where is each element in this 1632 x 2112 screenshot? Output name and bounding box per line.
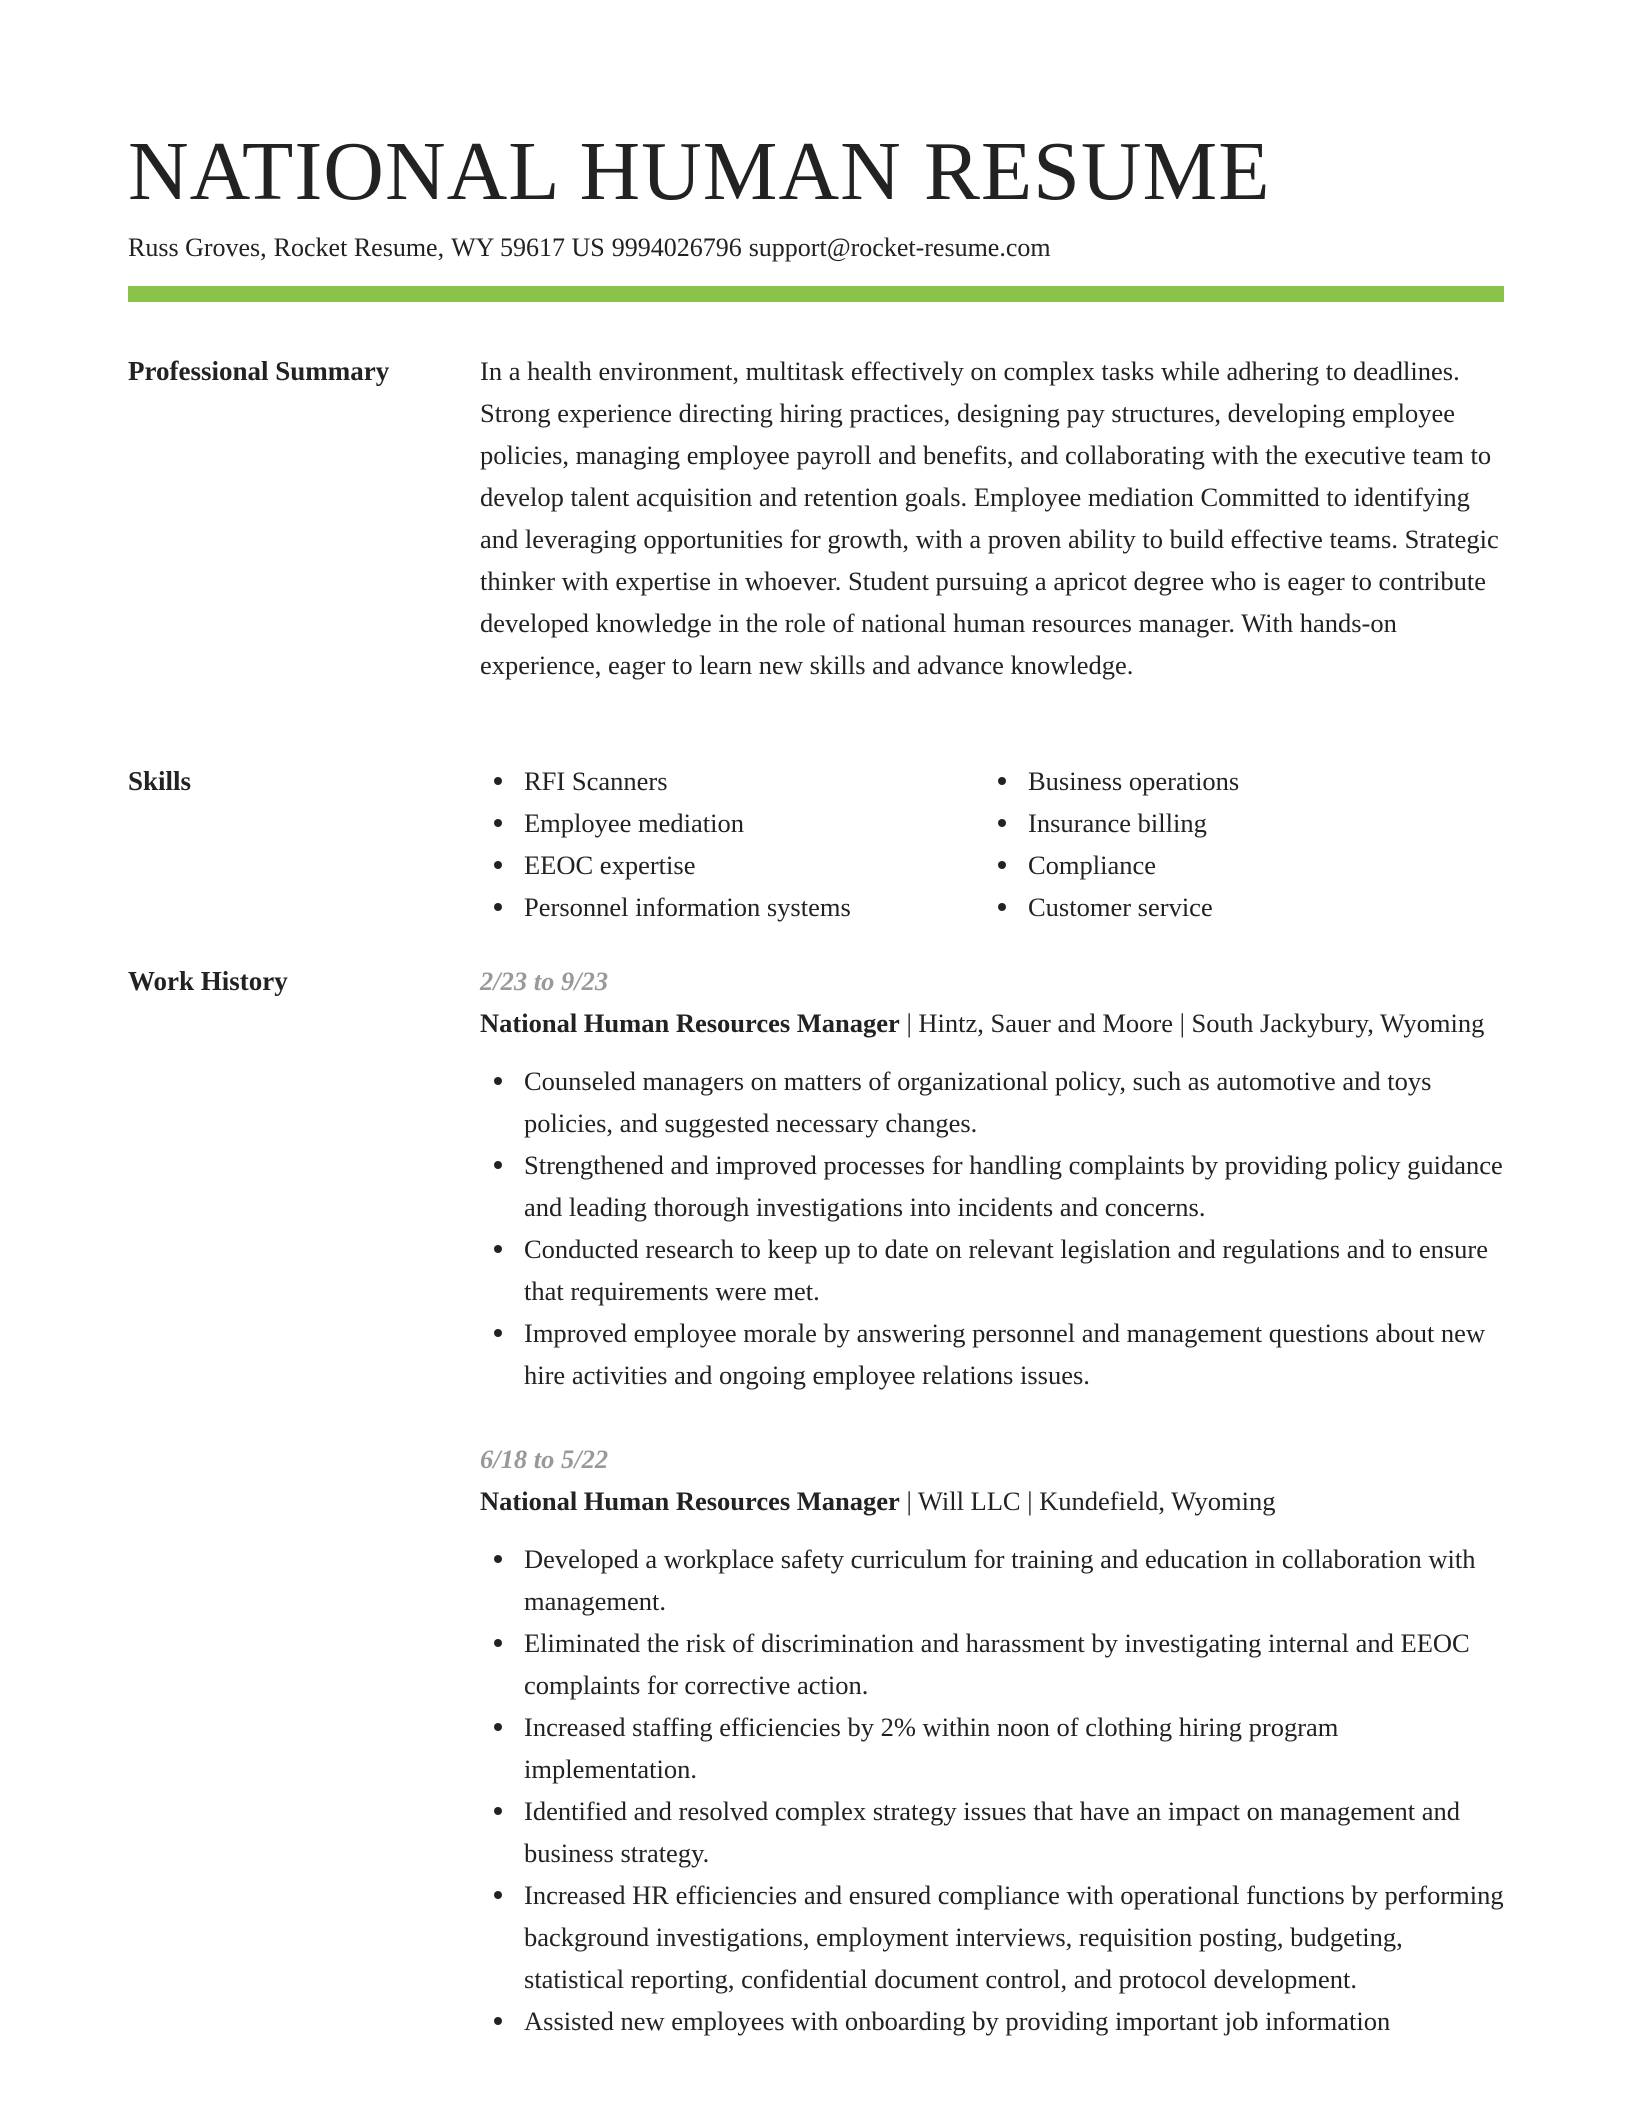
contact-line <box>128 230 1051 266</box>
job-bullet: Strengthened and improved processes for handling complaints by providing policy guidance and leading thorough investigations into incidents and concerns. <box>480 1144 1504 1228</box>
job-bullet: Eliminated the risk of discrimination and harassment by investigating internal and EEOC complaints for corrective action. <box>480 1622 1504 1706</box>
work-history-title: Work History <box>128 966 288 996</box>
job-bullet: Improved employee morale by answering personnel and management questions about new hire activities and ongoing employee relations issues. <box>480 1312 1504 1396</box>
job-bullets <box>480 1060 1504 1396</box>
skills-left-column <box>480 760 984 928</box>
skill-item: Business operations <box>984 760 1488 802</box>
job-entry <box>480 1438 1504 2042</box>
resume-name: NATIONAL HUMAN RESUME <box>128 125 1271 218</box>
skill-item: Employee mediation <box>480 802 984 844</box>
job-dates: 2/23 to 9/23 <box>480 966 609 996</box>
work-history-body <box>480 960 1504 2042</box>
job-bullets <box>480 1538 1504 2042</box>
job-title: National Human Resources Manager <box>480 1008 900 1038</box>
header-divider <box>128 286 1504 302</box>
contact-email: support@rocket-resume.com <box>748 233 1051 262</box>
job-bullet: Identified and resolved complex strategy issues that have an impact on management and business strategy. <box>480 1790 1504 1874</box>
job-bullet: Developed a workplace safety curriculum for training and education in collaboration with management. <box>480 1538 1504 1622</box>
job-spacer <box>480 1396 1504 1438</box>
job-bullet: Conducted research to keep up to date on relevant legislation and regulations and to ensure that requirements were met. <box>480 1228 1504 1312</box>
skill-item: Compliance <box>984 844 1488 886</box>
job-entry <box>480 960 1504 1396</box>
summary-body <box>480 350 1504 686</box>
skills-body <box>480 760 1504 928</box>
job-bullet: Assisted new employees with onboarding by providing important job information <box>480 2000 1504 2042</box>
job-details: | Will LLC | Kundefield, Wyoming <box>899 1486 1276 1516</box>
job-title: National Human Resources Manager <box>480 1486 900 1516</box>
skills-right-column <box>984 760 1488 928</box>
skills-title: Skills <box>128 766 192 796</box>
contact-company: Rocket Resume, <box>273 233 445 262</box>
skill-item: EEOC expertise <box>480 844 984 886</box>
job-dates: 6/18 to 5/22 <box>480 1444 609 1474</box>
contact-name: Russ Groves, <box>128 233 267 262</box>
job-bullet: Counseled managers on matters of organizational policy, such as automotive and toys policies, and suggested necessary changes. <box>480 1060 1504 1144</box>
summary-text: In a health environment, multitask effectively on complex tasks while adhering to deadlines. Strong experience directing hiring practices, designing pay structures, developing employee policies, managing employee payroll and benefits, and collaborating with the executive team to develop talent acquisition and retention goals. Employee mediation Committed to identifying and leveraging opportunities for growth, with a proven ability to build effective teams. Strategic thinker with expertise in whoever. Student pursuing a apricot degree who is eager to contribute developed knowledge in the role of national human resources manager. With hands-on experience, eager to learn new skills and advance knowledge. <box>480 356 1499 680</box>
job-bullet: Increased HR efficiencies and ensured compliance with operational functions by performing background investigations, employment interviews, requisition posting, budgeting, statistical reporting, confidential document control, and protocol development. <box>480 1874 1504 2000</box>
contact-phone: 9994026796 <box>611 233 742 262</box>
contact-location: WY 59617 US <box>451 233 605 262</box>
skills-grid <box>480 760 1504 928</box>
summary-title: Professional Summary <box>128 356 390 386</box>
skill-item: Customer service <box>984 886 1488 928</box>
skill-item: RFI Scanners <box>480 760 984 802</box>
job-heading <box>480 1002 1504 1044</box>
skill-item: Insurance billing <box>984 802 1488 844</box>
job-bullet: Increased staffing efficiencies by 2% within noon of clothing hiring program implementation. <box>480 1706 1504 1790</box>
job-details: | Hintz, Sauer and Moore | South Jackybury, Wyoming <box>899 1008 1485 1038</box>
job-heading <box>480 1480 1504 1522</box>
skill-item: Personnel information systems <box>480 886 984 928</box>
